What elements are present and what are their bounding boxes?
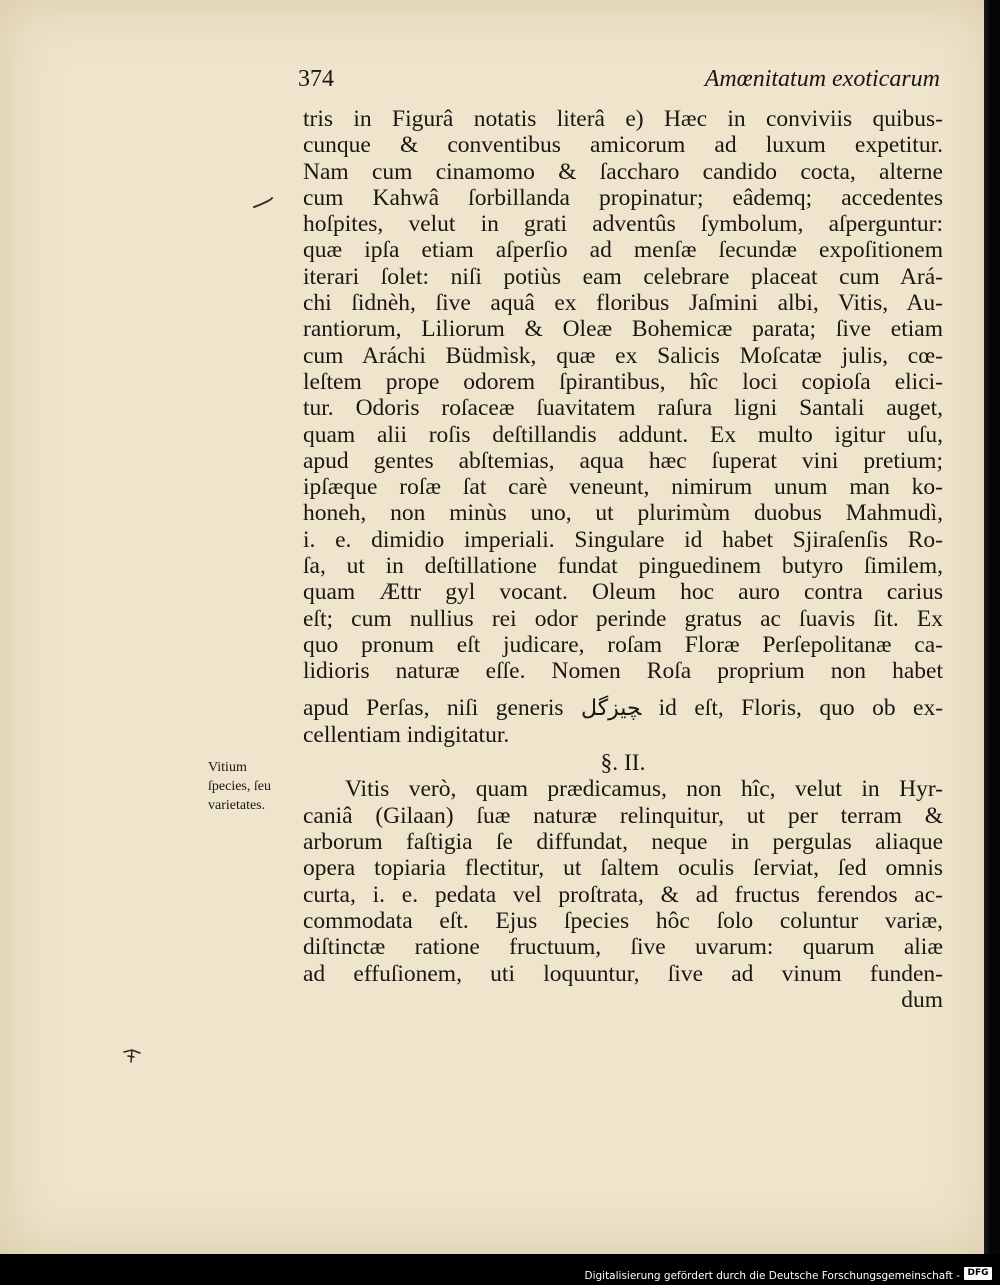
pen-mark-icon [252, 196, 274, 210]
text-line: cunque & conventibus amicorum ad luxum expetitur. [303, 132, 943, 159]
text-line: Nam cum cinamomo & ſaccharo candido cocta, alterne [303, 158, 943, 185]
margin-note-line: varietates. [208, 798, 266, 813]
catchword: dum [901, 986, 943, 1013]
margin-note-line: Vitium [208, 760, 247, 775]
page-header [296, 66, 950, 100]
text-line: i. e. dimidio imperiali. Singulare id habet Sjiraſenſis Ro- [303, 526, 943, 553]
text-line: curta, i. e. pedata vel proſtrata, & ad fructus ferendos ac- [303, 881, 943, 908]
arabic-text-line [303, 695, 943, 722]
text-line: Vitis verò, quam prædicamus, non hîc, velut in Hyr- [345, 776, 943, 803]
arabic-line-end: id eſt, Floris, quo ob ex- [658, 694, 944, 721]
text-line: commodata eſt. Ejus ſpecies hôc ſolo coluntur variæ, [303, 907, 943, 934]
text-line: rantiorum, Liliorum & Oleæ Bohemicæ parata; ſive etiam [303, 316, 943, 343]
text-line: ſa, ut in deſtillatione fundat pinguedinem butyro ſimilem, [303, 553, 943, 580]
text-line: lidioris naturæ eſſe. Nomen Roſa proprium non habet [303, 658, 943, 685]
text-line: apud gentes abſtemias, aqua hæc ſuperat vini pretium; [303, 447, 943, 474]
main-text [303, 106, 943, 1013]
margin-note-line: ſpecies, ſeu [208, 779, 271, 794]
page-number: 374 [298, 66, 334, 92]
arabic-line-start: apud Perſas, niſi generis [303, 694, 564, 721]
text-line: ad effuſionem, uti loquuntur, ſive ad vinum funden- [303, 960, 943, 987]
text-line: cellentiam indigitatur. [303, 721, 510, 748]
text-line: diſtinctæ ratione fructuum, ſive uvarum: quarum aliæ [303, 934, 943, 961]
text-line: quam alii roſis deſtillandis addunt. Ex multo igitur uſu, [303, 421, 943, 448]
text-line: cum Kahwâ ſorbillanda propinatur; eâdemq; accedentes [303, 184, 943, 211]
line-gap [303, 685, 943, 695]
text-line: caniâ (Gilaan) ſuæ naturæ relinquitur, ut per terram & [303, 802, 943, 829]
running-title: Amœnitatum exoticarum [704, 66, 940, 92]
text-line: arborum faſtigia ſe diffundat, neque in pergulas aliaque [303, 829, 943, 856]
text-line: quo pronum eſt judicare, roſam Floræ Perſepolitanæ ca- [303, 631, 943, 658]
text-line: leſtem prope odorem ſpirantibus, hîc loci copioſa elici- [303, 368, 943, 395]
text-line: tris in Figurâ notatis literâ e) Hæc in conviviis quibus- [303, 106, 943, 132]
text-line: quam Ættr gyl vocant. Oleum hoc auro contra carius [303, 579, 943, 606]
text-line: iterari ſolet: niſi potiùs eam celebrare placeat cum Ará- [303, 263, 943, 290]
footer-credit: Digitalisierung gefördert durch die Deutsche Forschungsgemeinschaft - [584, 1270, 960, 1282]
text-line: tur. Odoris roſaceæ ſuavitatem raſura ligni Santali auget, [303, 395, 943, 422]
dfg-logo: DFG [964, 1267, 992, 1280]
arabic-word: ﭽﯿﺰﮔﻞ [581, 695, 642, 721]
margin-note [208, 758, 298, 815]
text-line: cum Aráchi Büdmìsk, quæ ex Salicis Moſcatæ julis, cœ- [303, 342, 943, 369]
text-line: quæ ipſa etiam aſperſio ad menſæ ſecundæ expoſitionem [303, 237, 943, 264]
text-line: hoſpites, velut in grati adventûs ſymbolum, aſperguntur: [303, 211, 943, 238]
text-line: chi ſidnèh, ſive aquâ ex floribus Jaſmini albi, Vitis, Au- [303, 290, 943, 317]
text-line: ipſæque roſæ ſat carè veneunt, nimirum unum man ko- [303, 474, 943, 501]
ink-spot-icon [120, 1044, 144, 1068]
text-line: eſt; cum nullius rei odor perinde gratus ac ſuavis ſit. Ex [303, 605, 943, 632]
text-line: opera topiaria flectitur, ut ſaltem oculis ſerviat, ſed omnis [303, 855, 943, 882]
text-line: honeh, non minùs uno, ut plurimùm duobus Mahmudì, [303, 500, 943, 527]
page-gutter [984, 0, 992, 1254]
section-heading: §. II. [600, 750, 646, 777]
digitization-footer [0, 1254, 1000, 1285]
